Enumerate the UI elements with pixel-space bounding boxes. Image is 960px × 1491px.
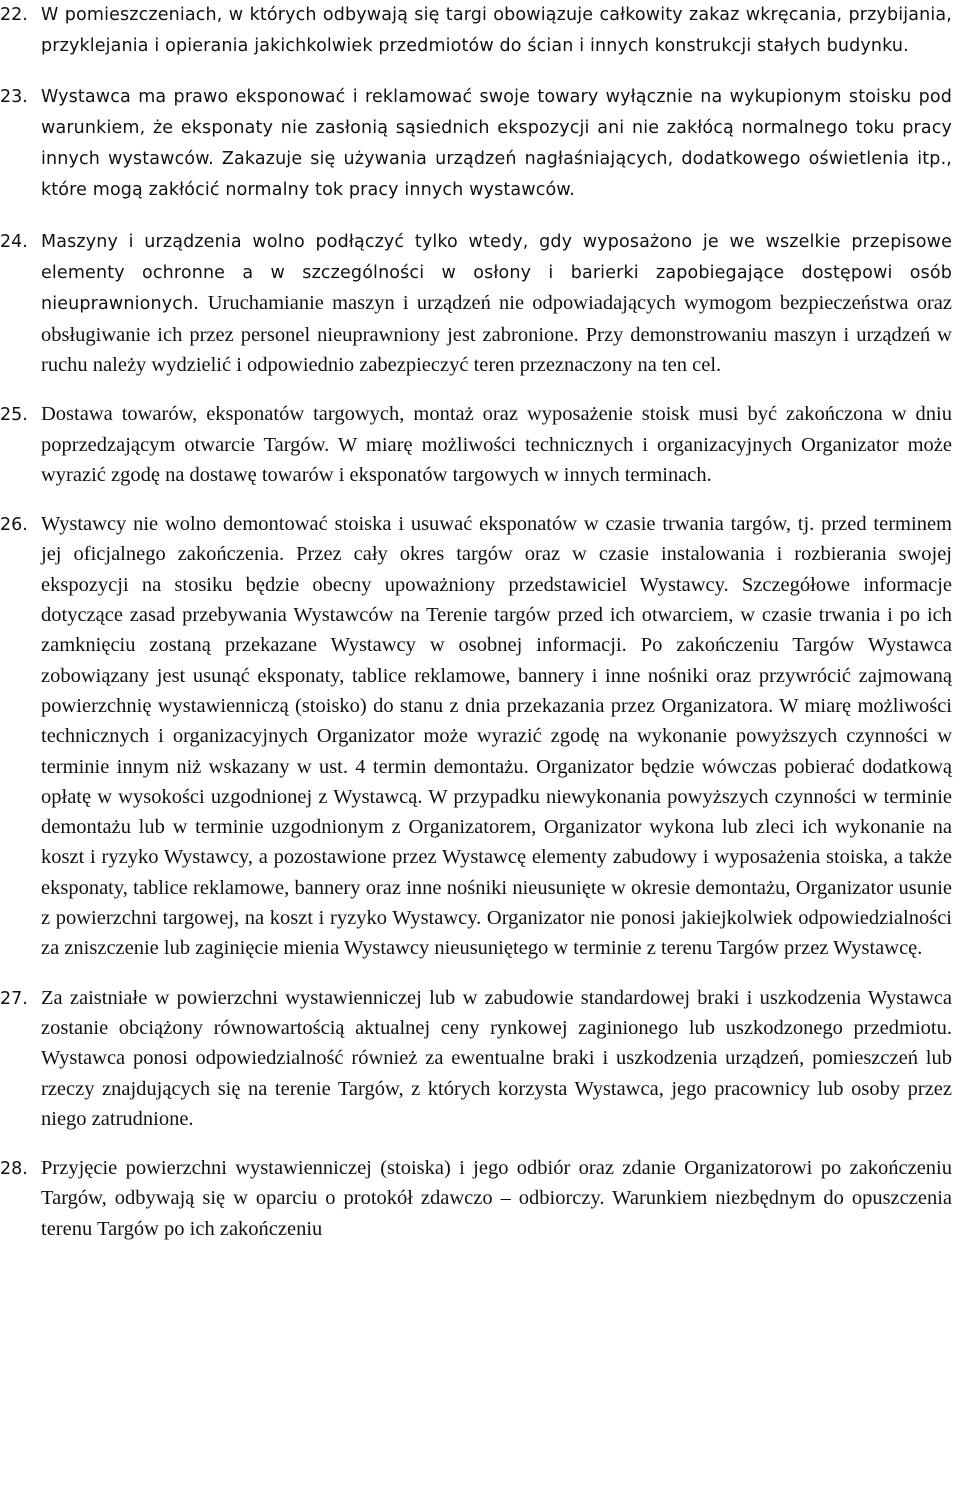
clause-27 bbox=[0, 983, 952, 1134]
clause-text-segment: Dostawa towarów, eksponatów targowych, montaż oraz wyposażenie stoisk musi być zakończona w dniu poprzedzającym otwarcie Targów. W miarę możliwości technicznych i organizacyjnych Organizator może wyrazić zgodę na dostawę towarów i eksponatów targowych w innych terminach. bbox=[41, 403, 952, 486]
clause-23 bbox=[0, 81, 952, 206]
clause-text-segment: Maszyny i urządzenia wolno podłączyć tylko wtedy, gdy wyposażono je we wszelkie przepisowe elementy ochronne a w szczególności w osłony i barierki zapobiegające dostępowi osób nieuprawnionych. bbox=[41, 231, 952, 315]
clause-text bbox=[41, 81, 952, 206]
clause-text-segment: Za zaistniałe w powierzchni wystawienniczej lub w zabudowie standardowej braki i uszkodzenia Wystawca zostanie obciążony równowartością aktualnej ceny rynkowej zaginionego lub uszkodzonego przedmiotu. Wystawca ponosi odpowiedzialność również za ewentualne braki i uszkodzenia urządzeń, pomieszczeń lub rzeczy znajdujących się na terenie Targów, z których korzysta Wystawca, jego pracownicy lub osoby przez niego zatrudnione. bbox=[41, 986, 952, 1130]
clause-text-segment: Uruchamianie maszyn i urządzeń nie odpowiadających wymogom bezpieczeństwa oraz obsługiwanie ich przez personel nieuprawniony jest zabronione. Przy demonstrowaniu maszyn i urządzeń w ruchu należy wydzielić i odpowiednio zabezpieczyć teren przeznaczony na ten cel. bbox=[41, 292, 952, 376]
clause-number: 24. bbox=[0, 231, 28, 252]
clause-number: 22. bbox=[0, 5, 28, 25]
clause-number: 23. bbox=[0, 86, 28, 107]
clause-text bbox=[41, 399, 952, 490]
clause-text-segment: Przyjęcie powierzchni wystawienniczej (stoiska) i jego odbiór oraz zdanie Organizatorowi po zakończeniu Targów, odbywają się w oparciu o protokół zdawczo – odbiorczy. Warunkiem niezbędnym do opuszczenia terenu Targów po ich zakończeniu bbox=[41, 1157, 952, 1240]
clause-26 bbox=[0, 509, 952, 963]
clause-number: 26. bbox=[0, 515, 28, 536]
clause-25 bbox=[0, 399, 952, 490]
clause-text bbox=[41, 0, 952, 62]
clause-number: 27. bbox=[0, 988, 28, 1009]
clause-text bbox=[41, 226, 952, 380]
clause-text-segment: W pomieszczeniach, w których odbywają się targi obowiązuje całkowity zakaz wkręcania, przybijania, przyklejania i opierania jakichkolwiek przedmiotów do ścian i innych konstrukcji stałych budynku. bbox=[41, 5, 952, 57]
clause-text-segment: Wystawcy nie wolno demontować stoiska i usuwać eksponatów w czasie trwania targów, tj. przed terminem jej oficjalnego zakończenia. Przez cały okres targów oraz w czasie instalowania i rozbierania swojej ekspozycji na stosiku będzie obecny upoważniony przedstawiciel Wystawcy. Szczegółowe informacje dotyczące zasad przebywania Wystawców na Terenie targów przed ich otwarciem, w czasie trwania i po ich zamknięciu zostaną przekazane Wystawcy w osobnej informacji. Po zakończeniu Targów Wystawca zobowiązany jest usunąć eksponaty, tablice reklamowe, bannery i inne nośniki oraz przywrócić zajmowaną powierzchnię wystawienniczą (stoisko) do stanu z dnia przekazania przez Organizatora. W miarę możliwości technicznych i organizacyjnych Organizator może wyrazić zgodę na wykonanie powyższych czynności w terminie innym niż wskazany w ust. 4 termin demontażu. Organizator będzie wówczas pobierać dodatkową opłatę w wysokości uzgodnionej z Wystawcą. W przypadku niewykonania powyższych czynności w terminie demontażu lub w terminie uzgodnionym z Organizatorem, Organizator wykona lub zleci ich wykonanie na koszt i ryzyko Wystawcy, a pozostawione przez Wystawcę elementy zabudowy i wyposażenia stoiska, a także eksponaty, tablice reklamowe, bannery oraz inne nośniki nieusunięte w okresie demontażu, Organizator usunie z powierzchni targowej, na koszt i ryzyko Wystawcy. Organizator nie ponosi jakiejkolwiek odpowiedzialności za zniszczenie lub zaginięcie mienia Wystawcy nieusuniętego w terminie z terenu Targów przez Wystawcę. bbox=[41, 513, 952, 960]
clause-28 bbox=[0, 1153, 952, 1244]
clause-24 bbox=[0, 226, 952, 380]
clause-text-segment: Wystawca ma prawo eksponować i reklamować swoje towary wyłącznie na wykupionym stoisku pod warunkiem, że eksponaty nie zasłonią sąsiednich ekspozycji ani nie zakłócą normalnego toku pracy innych wystawców. Zakazuje się używania urządzeń nagłaśniających, dodatkowego oświetlenia itp., które mogą zakłócić normalny tok pracy innych wystawców. bbox=[41, 86, 952, 201]
clause-22 bbox=[0, 0, 952, 62]
clause-text bbox=[41, 983, 952, 1134]
clause-number: 25. bbox=[0, 405, 28, 426]
clause-number: 28. bbox=[0, 1159, 28, 1180]
clause-text bbox=[41, 1153, 952, 1244]
clause-text bbox=[41, 509, 952, 963]
